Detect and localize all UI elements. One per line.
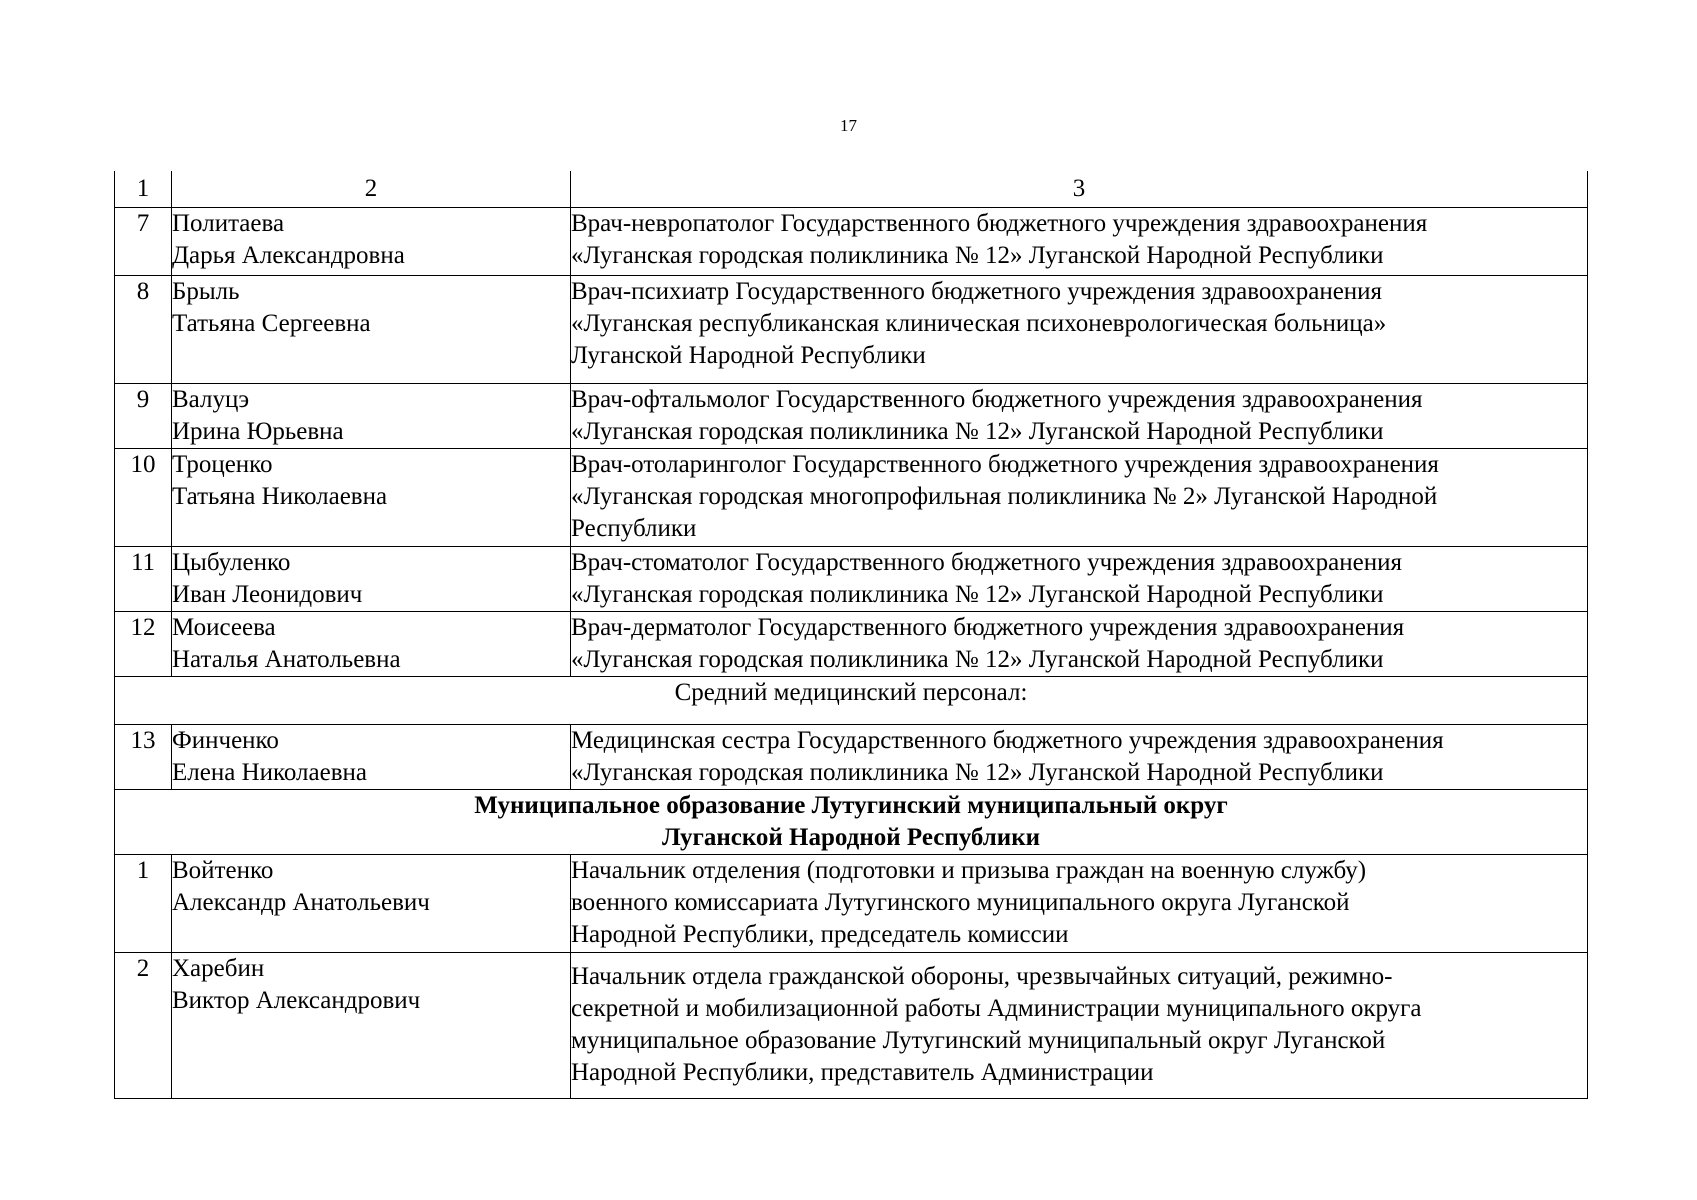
person-position	[571, 854, 1588, 952]
position-line: секретной и мобилизационной работы Администрации муниципального округа	[571, 994, 1422, 1022]
person-name	[172, 275, 571, 383]
person-position	[571, 275, 1588, 383]
person-given-names: Наталья Анатольевна	[172, 645, 401, 673]
section-title-line: Луганской Народной Республики	[661, 823, 1041, 851]
person-position	[571, 383, 1588, 448]
person-surname: Моисеева	[172, 613, 276, 641]
person-given-names: Татьяна Николаевна	[172, 482, 388, 510]
position-line: «Луганская городская поликлиника № 12» Луганской Народной Республики	[571, 645, 1384, 673]
person-name	[172, 854, 571, 952]
section-row	[115, 676, 1588, 724]
row-number: 11	[115, 546, 172, 611]
position-line: Народной Республики, председатель комиссии	[571, 920, 1069, 948]
table-row	[115, 952, 1588, 1098]
person-surname: Харебин	[172, 954, 265, 982]
header-col-3: 3	[571, 171, 1588, 207]
position-line: Врач-офтальмолог Государственного бюджетного учреждения здравоохранения	[571, 385, 1423, 413]
person-surname: Цыбуленко	[172, 548, 291, 576]
table-row	[115, 448, 1588, 546]
position-line: «Луганская городская поликлиника № 12» Луганской Народной Республики	[571, 758, 1384, 786]
position-line: Луганской Народной Республики	[571, 341, 926, 369]
table-row	[115, 275, 1588, 383]
person-name	[172, 724, 571, 789]
row-number: 9	[115, 383, 172, 448]
header-col-1: 1	[115, 171, 172, 207]
position-line: «Луганская городская поликлиника № 12» Луганской Народной Республики	[571, 417, 1384, 445]
person-given-names: Иван Леонидович	[172, 580, 363, 608]
position-line: Врач-дерматолог Государственного бюджетного учреждения здравоохранения	[571, 613, 1405, 641]
person-given-names: Татьяна Сергеевна	[172, 309, 371, 337]
person-name	[172, 952, 571, 1098]
person-name	[172, 383, 571, 448]
person-surname: Финченко	[172, 726, 279, 754]
person-surname: Троценко	[172, 450, 273, 478]
position-line: Врач-отоларинголог Государственного бюджетного учреждения здравоохранения	[571, 450, 1439, 478]
table-row	[115, 854, 1588, 952]
table-row	[115, 383, 1588, 448]
position-line: Республики	[571, 514, 697, 542]
person-position	[571, 207, 1588, 275]
position-line: Врач-невропатолог Государственного бюджетного учреждения здравоохранения	[571, 209, 1428, 237]
person-given-names: Ирина Юрьевна	[172, 417, 344, 445]
position-line: «Луганская городская поликлиника № 12» Луганской Народной Республики	[571, 580, 1384, 608]
position-line: Врач-психиатр Государственного бюджетного учреждения здравоохранения	[571, 277, 1383, 305]
person-surname: Валуцэ	[172, 385, 250, 413]
position-line: «Луганская городская многопрофильная поликлиника № 2» Луганской Народной	[571, 482, 1438, 510]
row-number: 12	[115, 611, 172, 676]
person-given-names: Виктор Александрович	[172, 986, 421, 1014]
person-position	[571, 724, 1588, 789]
position-line: муниципальное образование Лутугинский муниципальный округ Луганской	[571, 1026, 1386, 1054]
person-position	[571, 448, 1588, 546]
person-name	[172, 207, 571, 275]
header-col-2: 2	[172, 171, 571, 207]
section-row	[115, 789, 1588, 854]
table-row	[115, 611, 1588, 676]
row-number: 13	[115, 724, 172, 789]
row-number: 2	[115, 952, 172, 1098]
person-position	[571, 952, 1588, 1098]
table-row	[115, 207, 1588, 275]
person-name	[172, 611, 571, 676]
position-line: военного комиссариата Лутугинского муниципального округа Луганской	[571, 888, 1350, 916]
position-line: «Луганская городская поликлиника № 12» Луганской Народной Республики	[571, 241, 1384, 269]
page-number: 17	[840, 116, 857, 135]
table-row	[115, 724, 1588, 789]
section-title	[115, 789, 1588, 854]
person-name	[172, 448, 571, 546]
person-given-names: Александр Анатольевич	[172, 888, 430, 916]
position-line: Врач-стоматолог Государственного бюджетного учреждения здравоохранения	[571, 548, 1402, 576]
person-given-names: Дарья Александровна	[172, 241, 405, 269]
position-line: Начальник отделения (подготовки и призыва граждан на военную службу)	[571, 856, 1367, 884]
person-given-names: Елена Николаевна	[172, 758, 367, 786]
row-number: 10	[115, 448, 172, 546]
person-position	[571, 611, 1588, 676]
section-title-line: Муниципальное образование Лутугинский муниципальный округ	[474, 791, 1228, 819]
person-surname: Брыль	[172, 277, 240, 305]
person-position	[571, 546, 1588, 611]
position-line: Народной Республики, представитель Администрации	[571, 1058, 1154, 1086]
person-surname: Войтенко	[172, 856, 274, 884]
row-number: 7	[115, 207, 172, 275]
row-number: 8	[115, 275, 172, 383]
table-row	[115, 546, 1588, 611]
roster-table	[114, 171, 1588, 1099]
row-number: 1	[115, 854, 172, 952]
header-row	[115, 171, 1588, 207]
section-title	[115, 676, 1588, 724]
person-surname: Политаева	[172, 209, 285, 237]
position-line: Медицинская сестра Государственного бюджетного учреждения здравоохранения	[571, 726, 1444, 754]
position-line: «Луганская республиканская клиническая психоневрологическая больница»	[571, 309, 1387, 337]
person-name	[172, 546, 571, 611]
position-line: Начальник отдела гражданской обороны, чрезвычайных ситуаций, режимно-	[571, 962, 1393, 990]
section-title-line: Средний медицинский персонал:	[674, 678, 1028, 706]
